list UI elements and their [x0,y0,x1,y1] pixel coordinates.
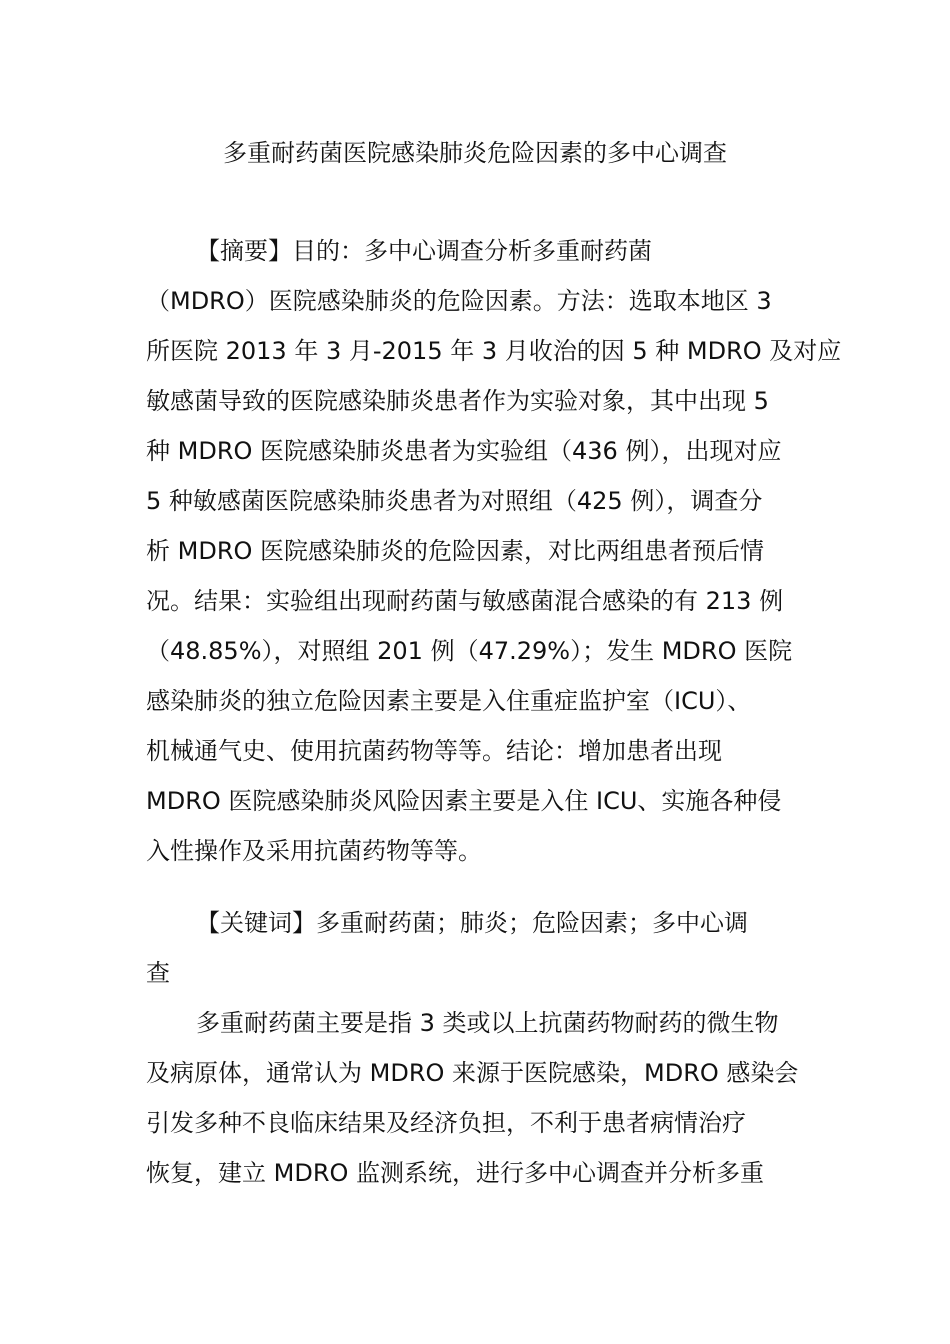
body-line: 多重耐药菌主要是指 3 类或以上抗菌药物耐药的微生物 [196,1009,779,1037]
body-paragraph [146,998,810,1198]
abstract-line: 5 种敏感菌医院感染肺炎患者为对照组（425 例），调查分 [146,487,763,515]
document-title: 多重耐药菌医院感染肺炎危险因素的多中心调查 [223,139,727,167]
abstract-line: 种 MDRO 医院感染肺炎患者为实验组（436 例），出现对应 [146,437,782,465]
abstract-line: （MDRO）医院感染肺炎的危险因素。方法：选取本地区 3 [146,287,772,315]
abstract-line: （48.85%），对照组 201 例（47.29%）；发生 MDRO 医院 [146,637,793,665]
abstract-line: 所医院 2013 年 3 月-2015 年 3 月收治的因 5 种 MDRO 及对应 [146,337,842,365]
body-line: 引发多种不良临床结果及经济负担，不利于患者病情治疗 [146,1109,746,1137]
abstract-paragraph [146,226,842,876]
abstract-line: 机械通气史、使用抗菌药物等等。结论：增加患者出现 [146,737,722,765]
abstract-line: 况。结果：实验组出现耐药菌与敏感菌混合感染的有 213 例 [146,587,784,615]
abstract-line: MDRO 医院感染肺炎风险因素主要是入住 ICU、实施各种侵 [146,787,782,815]
keywords-line: 查 [146,959,170,987]
abstract-line: 入性操作及采用抗菌药物等等。 [146,837,482,865]
abstract-line: 感染肺炎的独立危险因素主要是入住重症监护室（ICU）、 [146,687,752,715]
abstract-line: 析 MDRO 医院感染肺炎的危险因素，对比两组患者预后情 [146,537,765,565]
abstract-line: 【摘要】目的：多中心调查分析多重耐药菌 [196,237,652,265]
abstract-line: 敏感菌导致的医院感染肺炎患者作为实验对象，其中出现 5 [146,387,769,415]
keywords-line: 【关键词】多重耐药菌；肺炎；危险因素；多中心调 [196,909,748,937]
keywords-paragraph [146,898,810,998]
body-line: 恢复，建立 MDRO 监测系统，进行多中心调查并分析多重 [146,1159,765,1187]
body-line: 及病原体，通常认为 MDRO 来源于医院感染，MDRO 感染会 [146,1059,799,1087]
